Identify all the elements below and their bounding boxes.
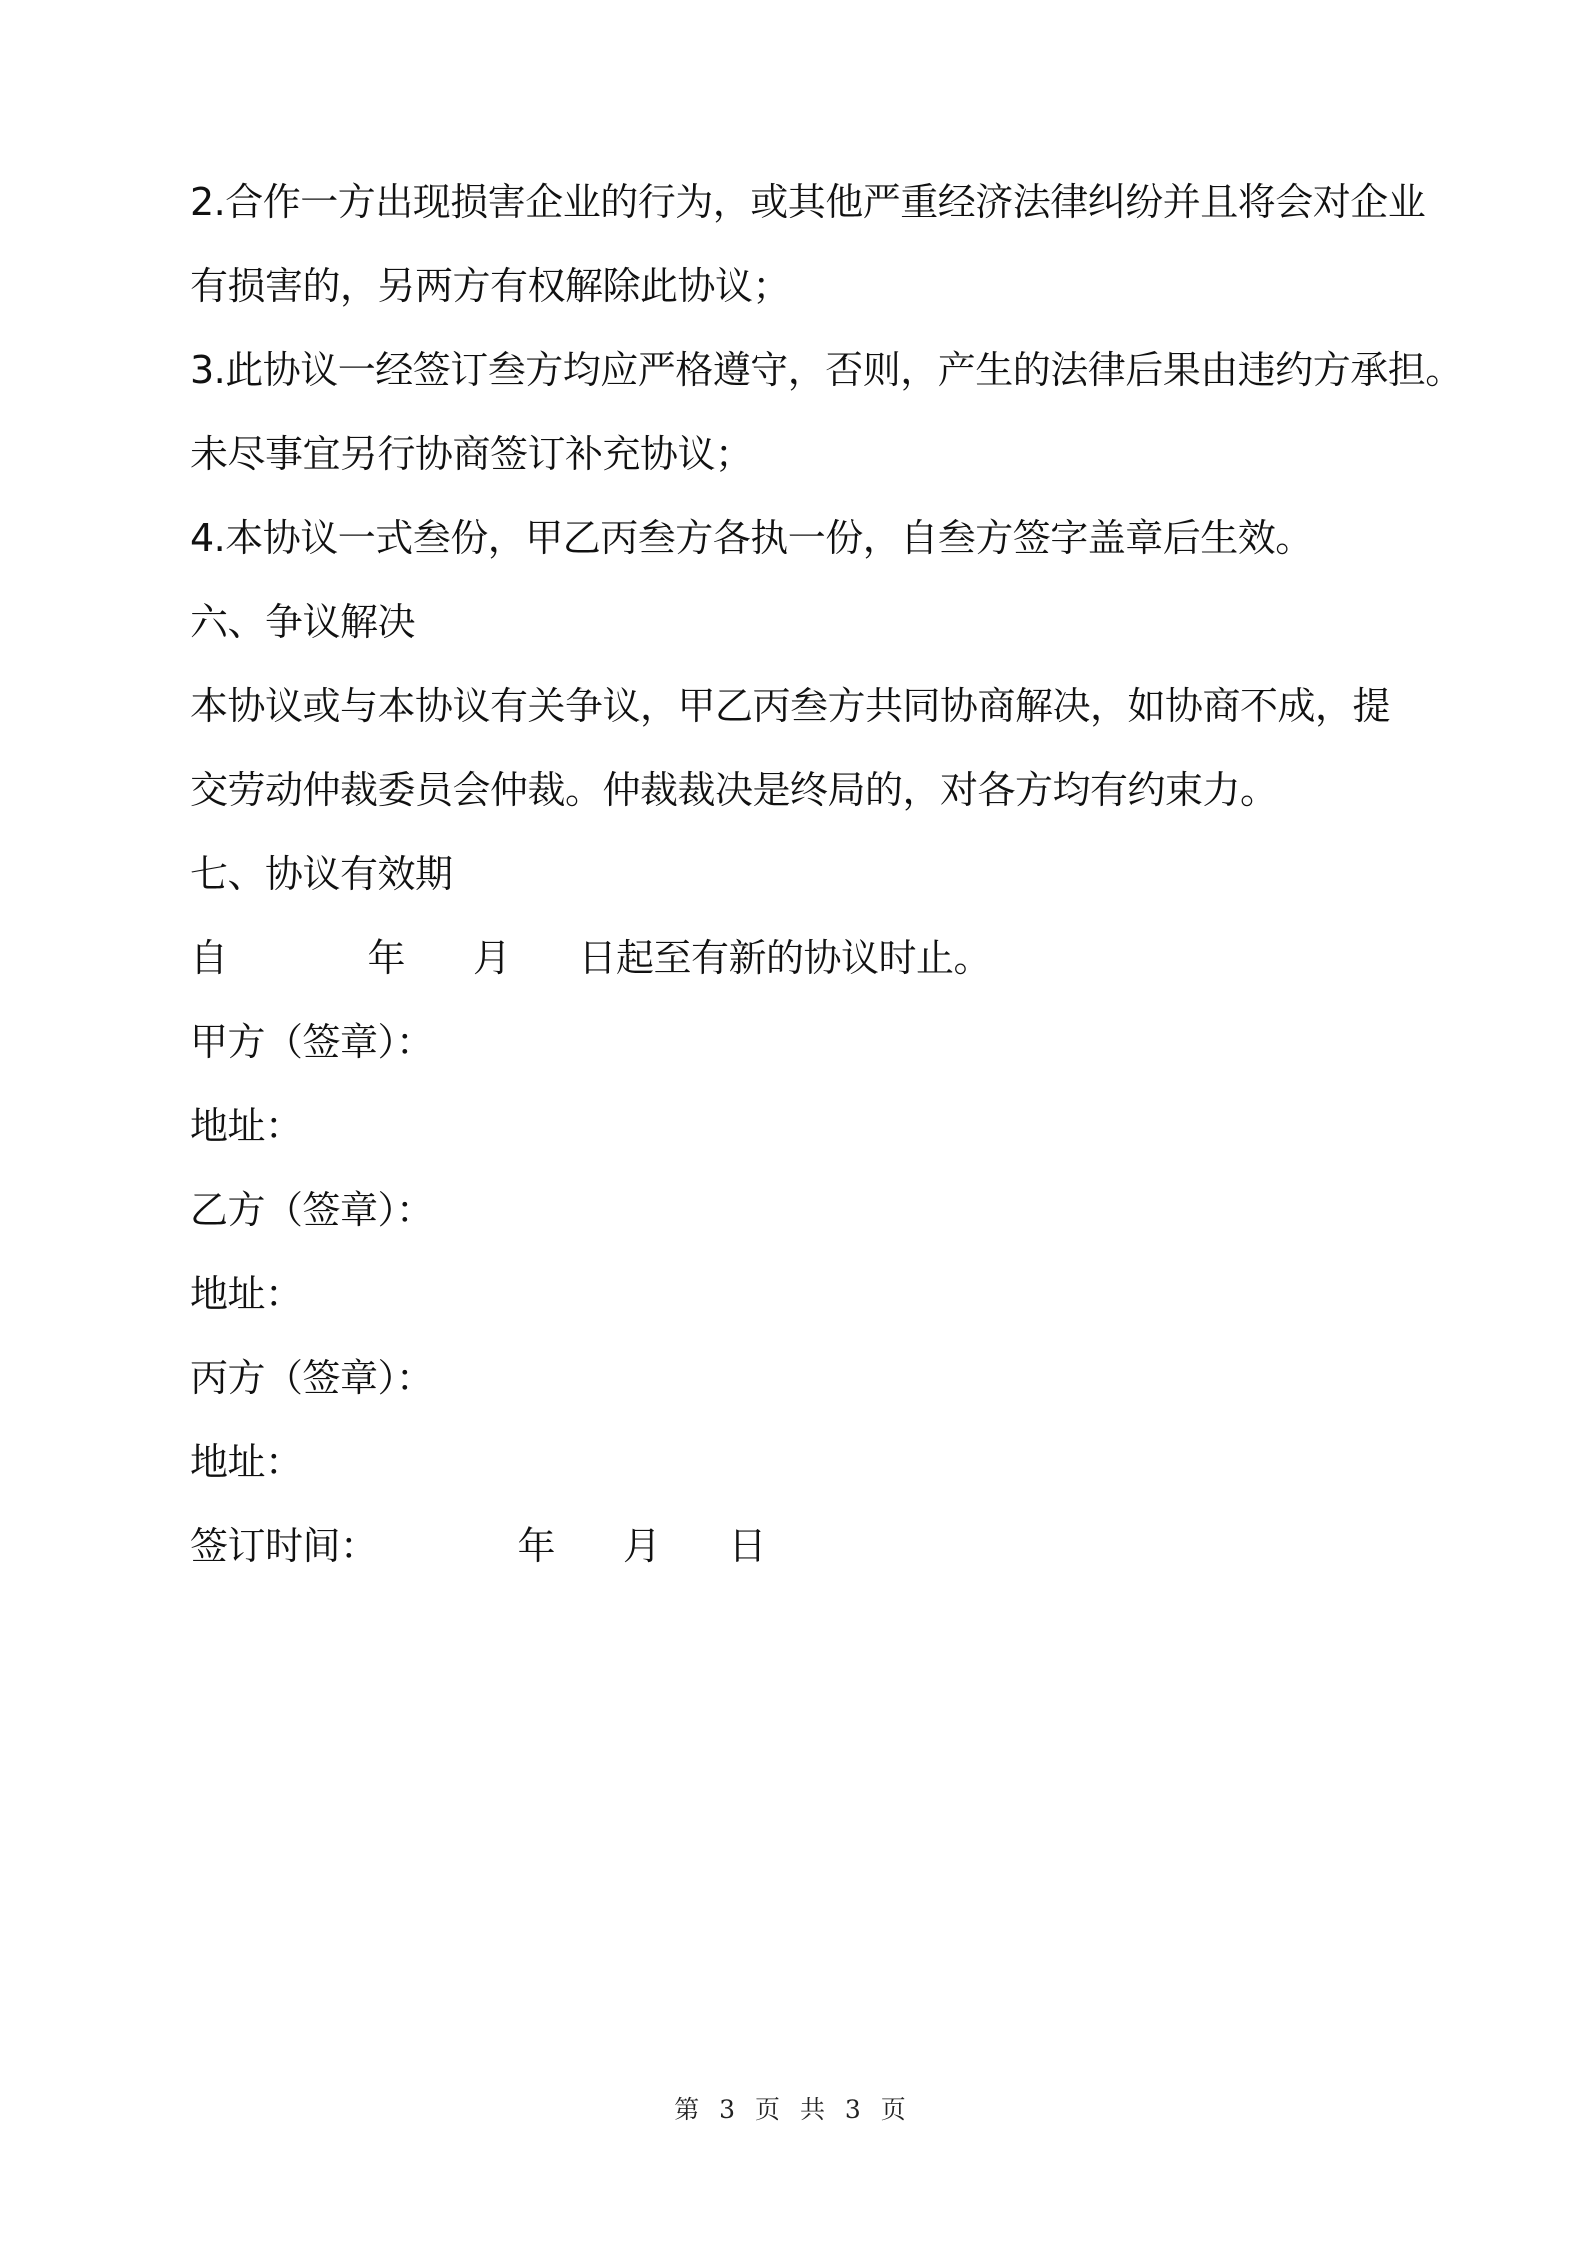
signing-day: 日 bbox=[728, 1524, 767, 1568]
signing-time-label: 签订时间： bbox=[190, 1524, 378, 1568]
signing-month: 月 bbox=[623, 1524, 661, 1568]
party-b-signature: 乙方（签章）： bbox=[190, 1188, 434, 1232]
party-c-address: 地址： bbox=[190, 1440, 303, 1484]
section-7-heading: 七、协议有效期 bbox=[190, 852, 453, 896]
clause-5-3-line-2: 未尽事宜另行协商签订补充协议； bbox=[190, 432, 753, 476]
validity-from: 自 bbox=[190, 936, 228, 980]
validity-month: 月 bbox=[473, 936, 511, 980]
party-a-address: 地址： bbox=[190, 1104, 303, 1148]
section-6-line-1: 本协议或与本协议有关争议，甲乙丙叁方共同协商解决，如协商不成，提 bbox=[190, 684, 1391, 728]
validity-day-suffix: 日起至有新的协议时止。 bbox=[578, 936, 992, 980]
party-b-address: 地址： bbox=[190, 1272, 303, 1316]
section-6-line-2: 交劳动仲裁委员会仲裁。仲裁裁决是终局的，对各方均有约束力。 bbox=[190, 768, 1278, 812]
section-6-heading: 六、争议解决 bbox=[190, 600, 416, 644]
party-c-signature: 丙方（签章）： bbox=[190, 1356, 434, 1400]
signing-time-line bbox=[190, 1504, 1430, 1588]
document-body bbox=[190, 160, 1463, 1588]
signing-year: 年 bbox=[517, 1524, 556, 1568]
page-footer: 第 3 页 共 3 页 bbox=[674, 2095, 912, 2124]
clause-5-4: 4.本协议一式叁份，甲乙丙叁方各执一份，自叁方签字盖章后生效。 bbox=[190, 516, 1313, 560]
validity-year: 年 bbox=[367, 936, 406, 980]
clause-5-3-line-1: 3.此协议一经签订叁方均应严格遵守，否则，产生的法律后果由违约方承担。 bbox=[190, 348, 1463, 392]
clause-5-2-line-2: 有损害的，另两方有权解除此协议； bbox=[190, 264, 791, 308]
clause-5-2-line-1: 2.合作一方出现损害企业的行为，或其他严重经济法律纠纷并且将会对企业 bbox=[190, 180, 1426, 224]
party-a-signature: 甲方（签章）： bbox=[190, 1020, 434, 1064]
validity-line bbox=[190, 916, 1430, 1000]
